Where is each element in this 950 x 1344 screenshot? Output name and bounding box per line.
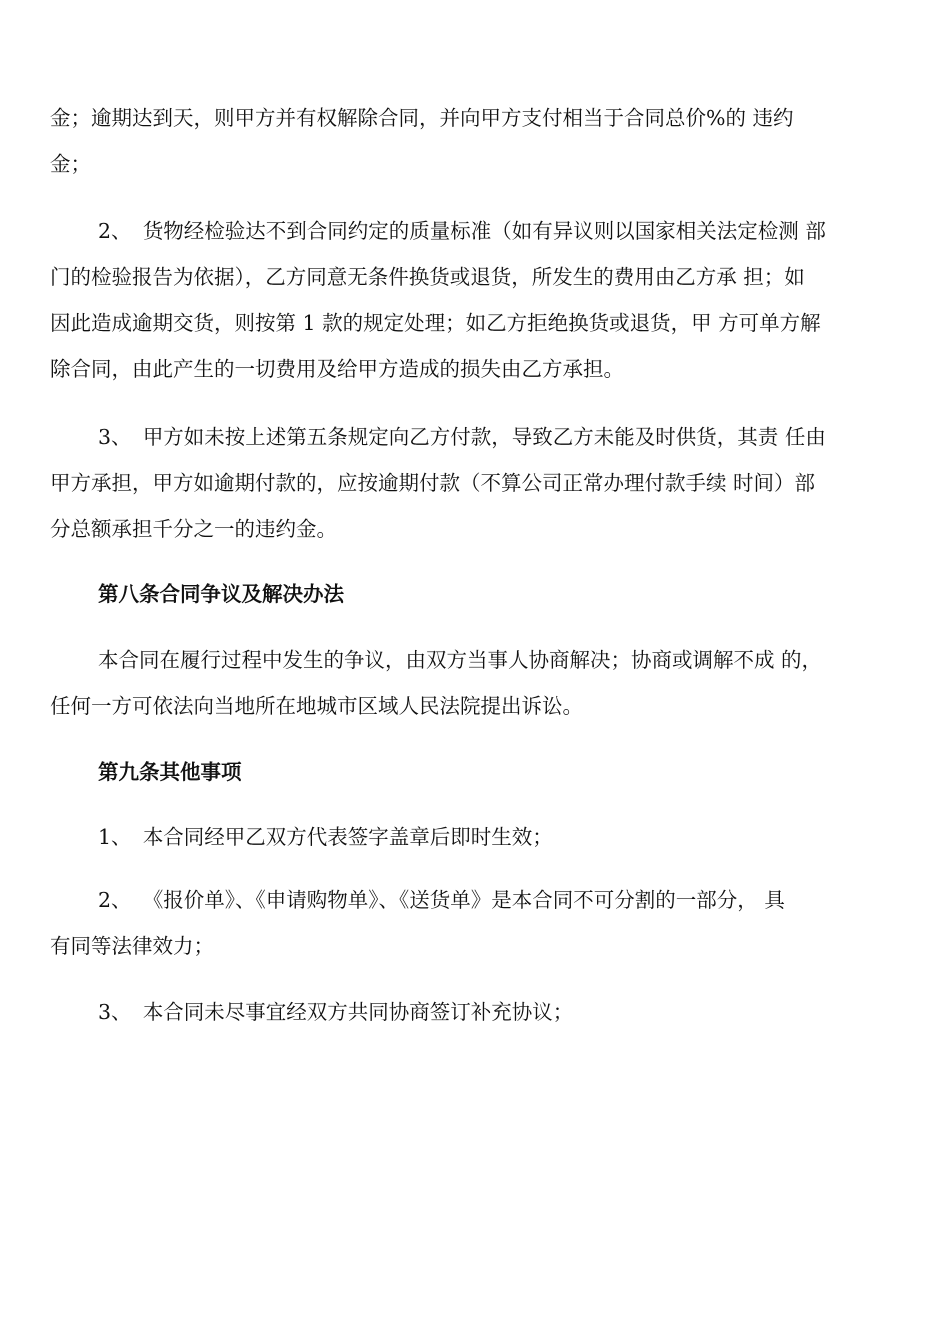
clause-line: 分总额承担千分之一的违约金。 bbox=[50, 517, 337, 541]
paragraph-line: 本合同在履行过程中发生的争议，由双方当事人协商解决；协商或调解不成 的， bbox=[98, 648, 823, 672]
clause-number: 2、 bbox=[98, 219, 132, 243]
clause-text: 货物经检验达不到合同约定的质量标准（如有异议则以国家相关法定检测 部 bbox=[142, 219, 826, 243]
clause-text: 《报价单》、《申请购物单》、《送货单》是本合同不可分割的一部分， 具 bbox=[142, 888, 785, 912]
clause-line: 因此造成逾期交货，则按第 1 款的规定处理；如乙方拒绝换货或退货，甲 方可单方解 bbox=[50, 311, 821, 335]
clause-number: 2、 bbox=[98, 888, 132, 912]
clause-number: 3、 bbox=[98, 1000, 132, 1024]
paragraph-line: 金；逾期达到天，则甲方并有权解除合同，并向甲方支付相当于合同总价%的 违约 bbox=[50, 106, 794, 130]
paragraph-line: 任何一方可依法向当地所在地城市区域人民法院提出诉讼。 bbox=[50, 694, 583, 718]
clause-text: 本合同未尽事宜经双方共同协商签订补充协议； bbox=[142, 1000, 574, 1024]
clause-line: 门的检验报告为依据），乙方同意无条件换货或退货，所发生的费用由乙方承 担；如 bbox=[50, 265, 805, 289]
clause-first-line bbox=[98, 998, 573, 1026]
article-8-heading: 第八条合同争议及解决办法 bbox=[98, 582, 344, 606]
paragraph-line: 金； bbox=[50, 152, 91, 176]
clause-first-line bbox=[98, 886, 785, 914]
article-9-heading: 第九条其他事项 bbox=[98, 760, 242, 784]
clause-number: 1、 bbox=[98, 825, 132, 849]
clause-number: 3、 bbox=[98, 425, 132, 449]
clause-line: 有同等法律效力； bbox=[50, 934, 214, 958]
clause-line: 除合同，由此产生的一切费用及给甲方造成的损失由乙方承担。 bbox=[50, 357, 624, 381]
clause-first-line bbox=[98, 423, 826, 451]
clause-first-line bbox=[98, 217, 826, 245]
clause-text: 本合同经甲乙双方代表签字盖章后即时生效； bbox=[142, 825, 553, 849]
clause-text: 甲方如未按上述第五条规定向乙方付款，导致乙方未能及时供货，其责 任由 bbox=[142, 425, 826, 449]
clause-line: 甲方承担，甲方如逾期付款的，应按逾期付款（不算公司正常办理付款手续 时间）部 bbox=[50, 471, 816, 495]
clause-first-line bbox=[98, 823, 553, 851]
